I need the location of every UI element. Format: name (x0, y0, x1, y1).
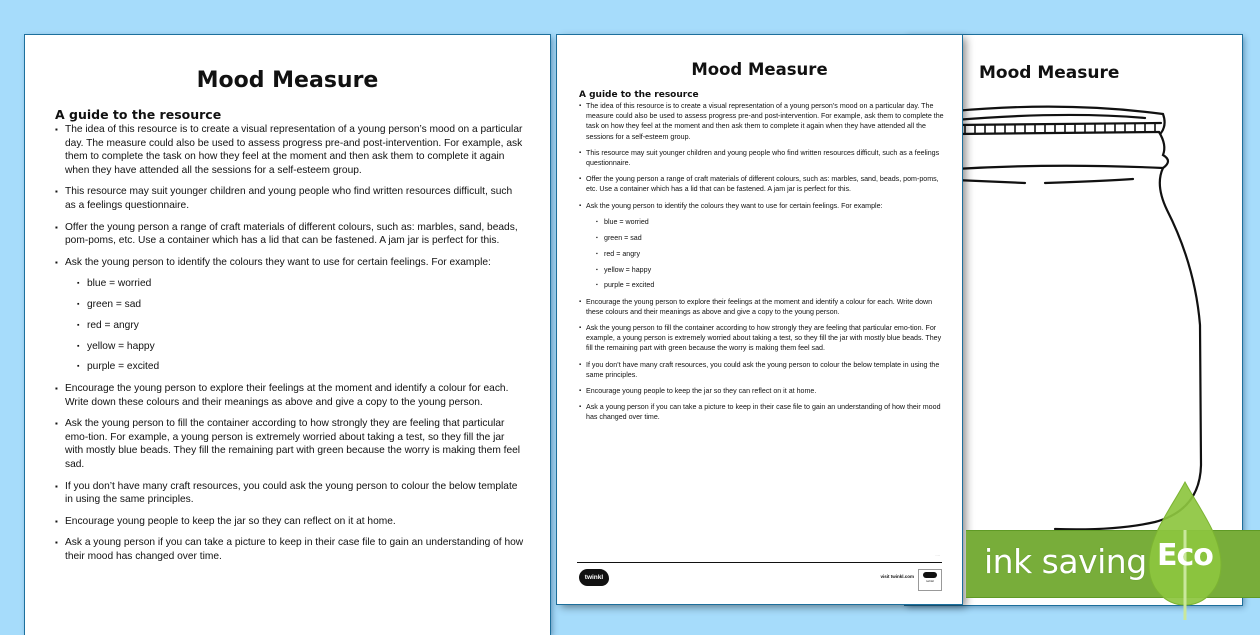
ink-saving-label: ink saving (984, 542, 1147, 581)
colour-example-list (77, 277, 525, 374)
bullet-item: ▪ This resource may suit younger children and young people who find written resources difficult, such as a feelings questionnaire. (579, 148, 944, 168)
quality-seal-icon (918, 569, 942, 591)
page-title: Mood Measure (196, 68, 379, 93)
page-footer (577, 554, 942, 602)
colour-example: ▪ yellow = happy (77, 340, 525, 354)
bullet-item: ▪ The idea of this resource is to create a visual representation of a young person’s mood on a particular day. The measure could also be used to assess progress pre-and post-intervention. For example, ask them to complete the task on how they feel at the moment and then ask them to complete it again when they have attended all the sessions for a self-esteem group. (55, 123, 525, 177)
bullet-item: ▪ Ask the young person to fill the container according to how strongly they are feeling that particular emo-tion. For example, a young person is extremely worried about taking a test, so they fill the jar with mostly blue beads. They fill the remaining part with green because the worry is making them feel sad. (55, 417, 525, 471)
colour-example-list (596, 217, 944, 291)
eco-label: Eco (1157, 538, 1213, 573)
page-title: Mood Measure (691, 60, 828, 79)
eco-leaf-icon (1145, 480, 1225, 625)
guide-bullet-list (55, 123, 525, 564)
colour-example: ▪ green = sad (596, 233, 944, 243)
bullet-item: ▪ If you don’t have many craft resources, you could ask the young person to colour the below template in using the same principles. (579, 360, 944, 380)
bullet-text: Ask the young person to identify the colours they want to use for certain feelings. For example: (65, 256, 491, 268)
bullet-item: ▪ Encourage the young person to explore their feelings at the moment and identify a colour for each. Write down these colours and their meanings as above and give a copy to the young person. (579, 297, 944, 317)
colour-example: ▪ red = angry (77, 319, 525, 333)
seal-text: twinkl (926, 579, 934, 583)
bullet-item: ▪ Ask a young person if you can take a picture to keep in their case file to gain an understanding of how their mood has changed over time. (55, 536, 525, 563)
document-page-preview (557, 35, 962, 604)
bullet-item (579, 201, 944, 291)
colour-example: ▪ purple = excited (596, 280, 944, 290)
bullet-text: Ask the young person to identify the colours they want to use for certain feelings. For example: (586, 201, 883, 210)
guide-bullet-list (579, 101, 944, 423)
bullet-item: ▪ Ask the young person to fill the container according to how strongly they are feeling that particular emo-tion. For example, a young person is extremely worried about taking a test, so they fill the jar with mostly blue beads. They fill the remaining part with green because the worry is making them feel sad. (579, 323, 944, 354)
colour-example: ▪ blue = worried (77, 277, 525, 291)
seal-cloud-icon (923, 572, 937, 578)
bullet-item: ▪ If you don’t have many craft resources, you could ask the young person to colour the below template in using the same principles. (55, 480, 525, 507)
twinkl-logo: twinkl (579, 569, 609, 586)
bullet-item: ▪ This resource may suit younger children and young people who find written resources difficult, such as a feelings questionnaire. (55, 185, 525, 212)
colour-example: ▪ green = sad (77, 298, 525, 312)
bullet-item: ▪ Offer the young person a range of craft materials of different colours, such as: marbles, sand, beads, pom-poms, etc. Use a container which has a lid that can be fastened. A jam jar is perfect for this. (55, 221, 525, 248)
page-code: ···· (935, 554, 940, 558)
bullet-item: ▪ Encourage the young person to explore their feelings at the moment and identify a colour for each. Write down these colours and their meanings as above and give a copy to the young person. (55, 382, 525, 409)
visit-link: visit twinkl.com (880, 574, 914, 579)
bullet-item: ▪ Ask a young person if you can take a picture to keep in their case file to gain an understanding of how their mood has changed over time. (579, 402, 944, 422)
jar-page-title: Mood Measure (979, 63, 1120, 83)
colour-example: ▪ yellow = happy (596, 265, 944, 275)
bullet-item: ▪ Encourage young people to keep the jar so they can reflect on it at home. (55, 515, 525, 529)
colour-example: ▪ purple = excited (77, 360, 525, 374)
document-page (25, 35, 550, 635)
bullet-item (55, 256, 525, 374)
footer-divider (577, 562, 942, 563)
bullet-item: ▪ Offer the young person a range of craft materials of different colours, such as: marbles, sand, beads, pom-poms, etc. Use a container which has a lid that can be fastened. A jam jar is perfect for this. (579, 174, 944, 194)
guide-heading: A guide to the resource (579, 90, 699, 100)
bullet-item: ▪ The idea of this resource is to create a visual representation of a young person’s mood on a particular day. The measure could also be used to assess progress pre-and post-intervention. For example, ask them to complete the task on how they feel at the moment and then ask them to complete it again when they have attended all the sessions for a self-esteem group. (579, 101, 944, 142)
colour-example: ▪ blue = worried (596, 217, 944, 227)
guide-heading: A guide to the resource (55, 107, 222, 122)
colour-example: ▪ red = angry (596, 249, 944, 259)
bullet-item: ▪ Encourage young people to keep the jar so they can reflect on it at home. (579, 386, 944, 396)
